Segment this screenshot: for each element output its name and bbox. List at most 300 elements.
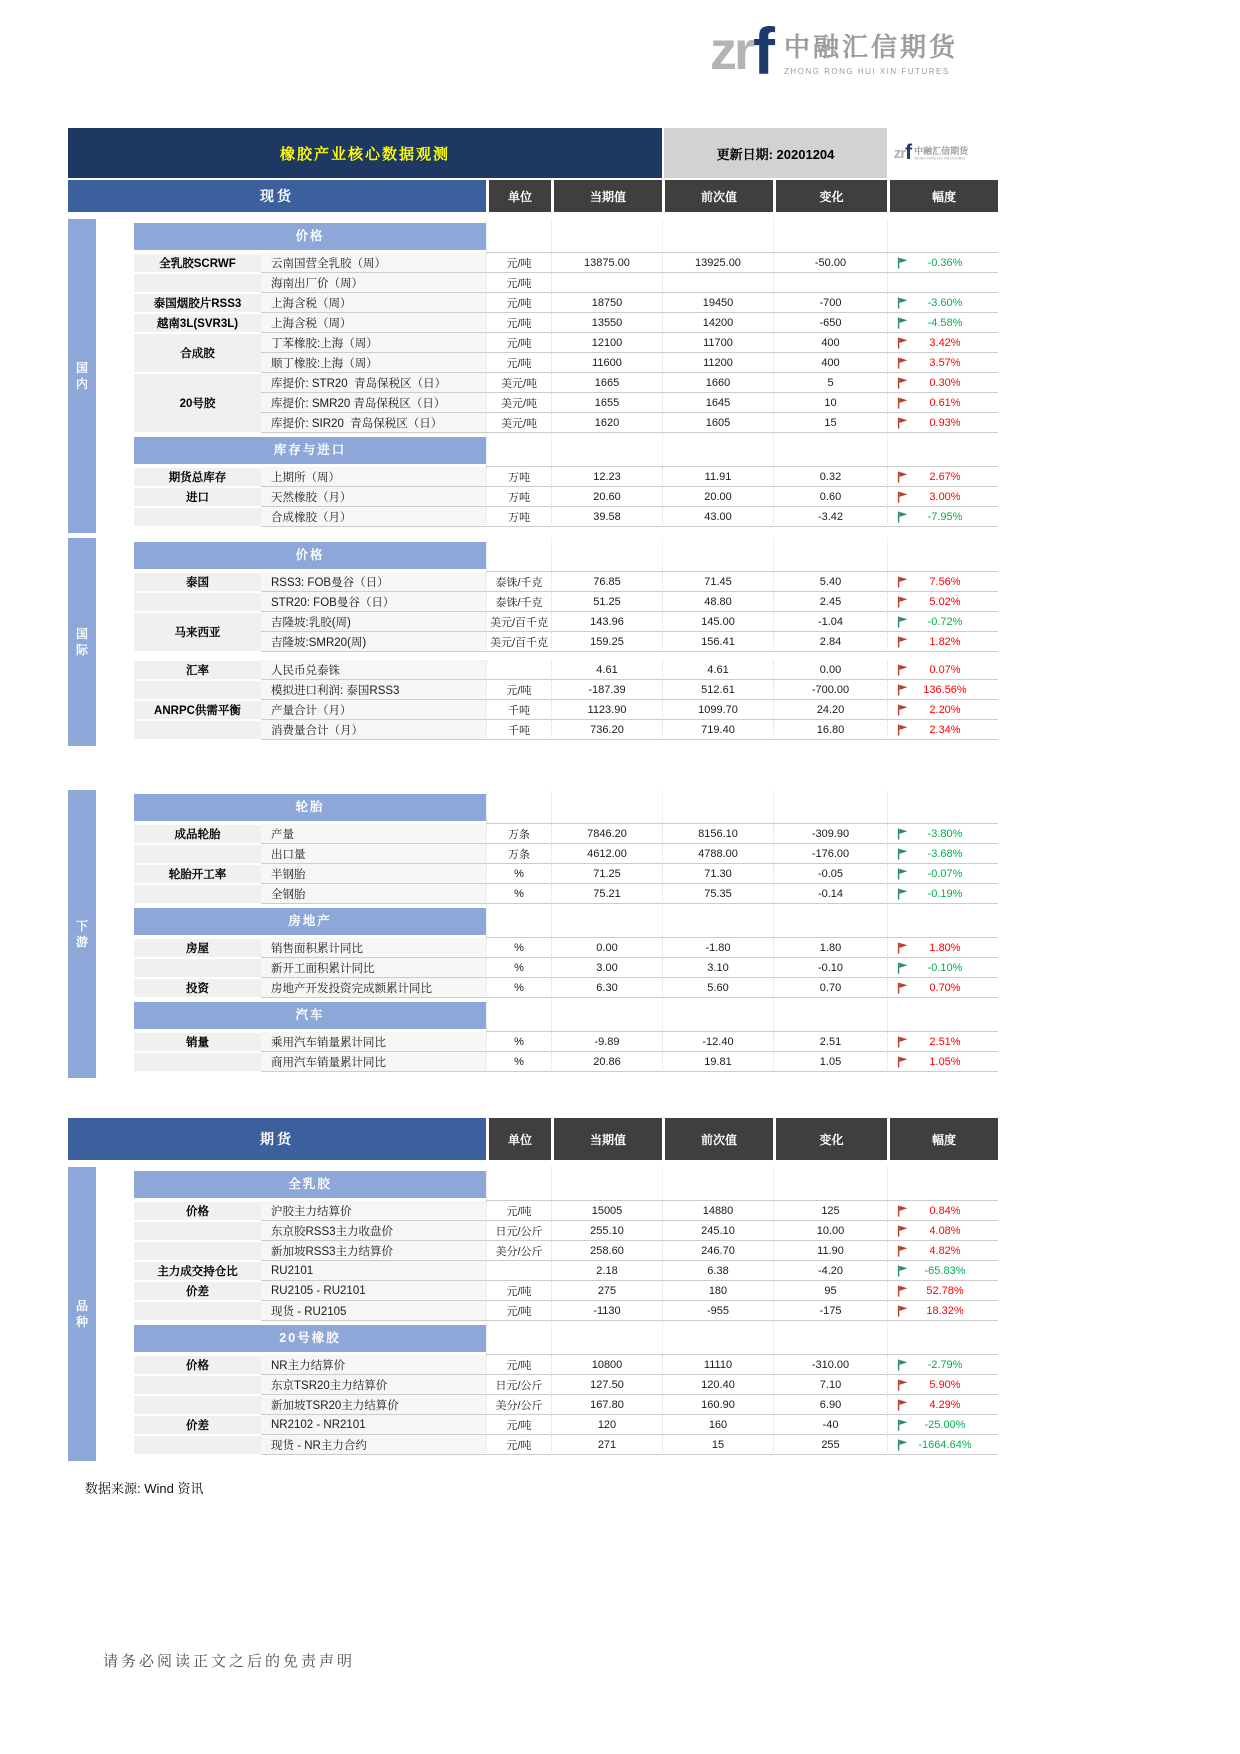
subheader-row bbox=[134, 1321, 998, 1355]
column-header-range: 幅度 bbox=[887, 1118, 998, 1160]
previous-value: 19450 bbox=[662, 293, 773, 313]
subheader-spacer bbox=[486, 1321, 551, 1354]
change-value: 1.05 bbox=[773, 1052, 887, 1072]
row-group bbox=[134, 592, 998, 612]
column-header-previous: 前次值 bbox=[662, 180, 773, 212]
column-header-change: 变化 bbox=[773, 1118, 887, 1160]
flag-icon bbox=[897, 868, 908, 880]
row-group-rows bbox=[261, 958, 998, 978]
unit-cell: 泰铢/千克 bbox=[486, 592, 551, 612]
unit-cell: 元/吨 bbox=[486, 1301, 551, 1321]
previous-value: 48.80 bbox=[662, 592, 773, 612]
range-cell bbox=[887, 1395, 998, 1415]
range-cell bbox=[887, 393, 998, 413]
table-row bbox=[261, 1395, 998, 1415]
change-value: -700 bbox=[773, 293, 887, 313]
previous-value: 14880 bbox=[662, 1201, 773, 1221]
flag-icon bbox=[897, 377, 908, 389]
subheader-bar: 20号橡胶 bbox=[134, 1325, 486, 1352]
row-label: 泰国 bbox=[134, 573, 261, 591]
previous-value: -12.40 bbox=[662, 1032, 773, 1052]
change-value: 95 bbox=[773, 1281, 887, 1301]
unit-cell: 美元/吨 bbox=[486, 373, 551, 393]
current-value: 275 bbox=[551, 1281, 662, 1301]
column-header-range: 幅度 bbox=[887, 180, 998, 212]
row-desc: 房地产开发投资完成额累计同比 bbox=[261, 978, 486, 998]
previous-value: 512.61 bbox=[662, 680, 773, 700]
current-value: 12.23 bbox=[551, 467, 662, 487]
current-value: 127.50 bbox=[551, 1375, 662, 1395]
current-value: 4612.00 bbox=[551, 844, 662, 864]
table-row bbox=[261, 612, 998, 632]
change-value: 10 bbox=[773, 393, 887, 413]
table-row bbox=[261, 487, 998, 507]
range-cell bbox=[887, 824, 998, 844]
flag-icon bbox=[897, 828, 908, 840]
row-group bbox=[134, 487, 998, 507]
range-value: 0.61% bbox=[929, 396, 961, 409]
current-value: 736.20 bbox=[551, 720, 662, 740]
range-cell bbox=[887, 253, 998, 273]
previous-value: -1.80 bbox=[662, 938, 773, 958]
row-group bbox=[134, 958, 998, 978]
subheader-spacer bbox=[887, 1167, 998, 1200]
report-update-date: 更新日期: 20201204 bbox=[662, 128, 887, 178]
subheader-spacer bbox=[551, 219, 662, 252]
range-value: -0.36% bbox=[927, 256, 963, 269]
previous-value: 19.81 bbox=[662, 1052, 773, 1072]
change-value: -4.20 bbox=[773, 1261, 887, 1281]
previous-value: 6.38 bbox=[662, 1261, 773, 1281]
column-header-row bbox=[68, 180, 998, 212]
row-label bbox=[134, 508, 261, 526]
table-downstream bbox=[68, 790, 998, 1083]
header-logo-mark bbox=[894, 141, 994, 165]
current-value: 255.10 bbox=[551, 1221, 662, 1241]
flag-icon bbox=[897, 1305, 908, 1317]
subheader-rest bbox=[486, 790, 998, 824]
table-futures bbox=[68, 1118, 998, 1466]
range-cell bbox=[887, 1281, 998, 1301]
range-value: -0.19% bbox=[927, 887, 963, 900]
table-row bbox=[261, 1261, 998, 1281]
row-desc: 东京TSR20主力结算价 bbox=[261, 1375, 486, 1395]
previous-value: 4788.00 bbox=[662, 844, 773, 864]
unit-cell: % bbox=[486, 884, 551, 904]
range-cell bbox=[887, 1415, 998, 1435]
change-value: 400 bbox=[773, 353, 887, 373]
subheader-bar: 价格 bbox=[134, 223, 486, 250]
logo-company-name-cn: 中融汇信期货 bbox=[914, 145, 969, 156]
range-value: -1664.64% bbox=[918, 1438, 972, 1451]
previous-value: 43.00 bbox=[662, 507, 773, 527]
flag-icon bbox=[897, 848, 908, 860]
current-value: 15005 bbox=[551, 1201, 662, 1221]
row-label bbox=[134, 845, 261, 863]
table-row bbox=[261, 1355, 998, 1375]
row-desc: 吉隆坡:乳胶(周) bbox=[261, 612, 486, 632]
subheader-spacer bbox=[662, 1167, 773, 1200]
flag-icon bbox=[897, 576, 908, 588]
row-label: ANRPC供需平衡 bbox=[134, 701, 261, 719]
previous-value: -955 bbox=[662, 1301, 773, 1321]
unit-cell: 元/吨 bbox=[486, 1281, 551, 1301]
range-cell bbox=[887, 273, 998, 293]
row-desc: NR2102 - NR2101 bbox=[261, 1415, 486, 1435]
unit-cell: 万吨 bbox=[486, 487, 551, 507]
range-cell bbox=[887, 884, 998, 904]
logo-f-letter: f bbox=[905, 141, 913, 164]
row-group-rows bbox=[261, 273, 998, 293]
row-desc: 沪胶主力结算价 bbox=[261, 1201, 486, 1221]
previous-value bbox=[662, 273, 773, 293]
change-value: 0.70 bbox=[773, 978, 887, 998]
current-value: 75.21 bbox=[551, 884, 662, 904]
table-row bbox=[261, 273, 998, 293]
range-cell bbox=[887, 958, 998, 978]
range-cell bbox=[887, 680, 998, 700]
range-cell bbox=[887, 333, 998, 353]
flag-icon bbox=[897, 1245, 908, 1257]
unit-cell: 美元/百千克 bbox=[486, 632, 551, 652]
unit-cell: 元/吨 bbox=[486, 273, 551, 293]
row-desc: 东京胶RSS3主力收盘价 bbox=[261, 1221, 486, 1241]
range-value: 3.57% bbox=[929, 356, 961, 369]
table-row bbox=[261, 824, 998, 844]
report-title-row bbox=[68, 128, 998, 178]
row-desc: 库提价: SIR20 青岛保税区（日） bbox=[261, 413, 486, 433]
current-value: 6.30 bbox=[551, 978, 662, 998]
table-spot bbox=[68, 128, 998, 751]
subheader-bar: 价格 bbox=[134, 542, 486, 569]
column-header-current: 当期值 bbox=[551, 180, 662, 212]
table-row bbox=[261, 313, 998, 333]
flag-icon bbox=[897, 1056, 908, 1068]
previous-value: 156.41 bbox=[662, 632, 773, 652]
row-group-rows bbox=[261, 1281, 998, 1301]
flag-icon bbox=[897, 1225, 908, 1237]
previous-value: 3.10 bbox=[662, 958, 773, 978]
section-variety bbox=[68, 1167, 998, 1461]
range-value: 0.93% bbox=[929, 416, 961, 429]
table-row bbox=[261, 1032, 998, 1052]
column-header-unit: 单位 bbox=[486, 180, 551, 212]
row-desc: 云南国营全乳胶（周） bbox=[261, 253, 486, 273]
row-group bbox=[134, 1201, 998, 1221]
logo-zr-letters: zr bbox=[893, 144, 906, 162]
table-row bbox=[261, 507, 998, 527]
section-body bbox=[134, 790, 998, 1078]
column-header-current: 当期值 bbox=[551, 1118, 662, 1160]
table-row bbox=[261, 884, 998, 904]
range-cell bbox=[887, 507, 998, 527]
row-label bbox=[134, 1222, 261, 1240]
change-value: 255 bbox=[773, 1435, 887, 1455]
unit-cell: 日元/公斤 bbox=[486, 1375, 551, 1395]
change-value: -175 bbox=[773, 1301, 887, 1321]
range-value: 3.00% bbox=[929, 490, 961, 503]
subheader-rest bbox=[486, 1167, 998, 1201]
row-group bbox=[134, 253, 998, 273]
table-row bbox=[261, 413, 998, 433]
row-desc: 吉隆坡:SMR20(周) bbox=[261, 632, 486, 652]
row-group-rows bbox=[261, 700, 998, 720]
disclaimer-note: 请务必阅读正文之后的免责声明 bbox=[103, 1653, 356, 1670]
current-value: 271 bbox=[551, 1435, 662, 1455]
logo-wordmark bbox=[784, 27, 958, 76]
table-row bbox=[261, 1052, 998, 1072]
row-group-rows bbox=[261, 864, 998, 884]
sidebar-label: 下游 bbox=[75, 919, 88, 949]
subheader-spacer bbox=[773, 1167, 887, 1200]
change-value: 5.40 bbox=[773, 572, 887, 592]
change-value: 16.80 bbox=[773, 720, 887, 740]
table-row bbox=[261, 253, 998, 273]
table-row bbox=[261, 293, 998, 313]
row-label: 越南3L(SVR3L) bbox=[134, 314, 261, 332]
table-row bbox=[261, 632, 998, 652]
change-value: -650 bbox=[773, 313, 887, 333]
row-label bbox=[134, 274, 261, 292]
previous-value: 246.70 bbox=[662, 1241, 773, 1261]
table-row bbox=[261, 720, 998, 740]
row-desc: 库提价: STR20 青岛保税区（日） bbox=[261, 373, 486, 393]
current-value: 1665 bbox=[551, 373, 662, 393]
row-group bbox=[134, 700, 998, 720]
row-group-rows bbox=[261, 1201, 998, 1221]
row-label bbox=[134, 593, 261, 611]
row-group bbox=[134, 844, 998, 864]
subheader-rest bbox=[486, 433, 998, 467]
subheader-spacer bbox=[486, 219, 551, 252]
sidebar-gap bbox=[96, 790, 134, 1078]
table-row bbox=[261, 1221, 998, 1241]
current-value: 39.58 bbox=[551, 507, 662, 527]
unit-cell: 万条 bbox=[486, 844, 551, 864]
change-value: 6.90 bbox=[773, 1395, 887, 1415]
current-value: 18750 bbox=[551, 293, 662, 313]
subheader-spacer bbox=[551, 904, 662, 937]
current-value: -1130 bbox=[551, 1301, 662, 1321]
row-label: 期货总库存 bbox=[134, 468, 261, 486]
range-cell bbox=[887, 1201, 998, 1221]
sidebar-label: 国内 bbox=[75, 361, 88, 391]
row-group bbox=[134, 313, 998, 333]
row-label bbox=[134, 1436, 261, 1454]
change-value: 125 bbox=[773, 1201, 887, 1221]
row-group bbox=[134, 1395, 998, 1415]
section-body bbox=[134, 219, 998, 533]
unit-cell: 美元/吨 bbox=[486, 413, 551, 433]
row-group-rows bbox=[261, 373, 998, 433]
subheader-spacer bbox=[551, 998, 662, 1031]
range-value: 1.80% bbox=[929, 941, 961, 954]
column-header-previous: 前次值 bbox=[662, 1118, 773, 1160]
table-row bbox=[261, 1435, 998, 1455]
row-desc: 新加坡RSS3主力结算价 bbox=[261, 1241, 486, 1261]
subheader-spacer bbox=[662, 433, 773, 466]
flag-icon bbox=[897, 724, 908, 736]
unit-cell: 千吨 bbox=[486, 700, 551, 720]
row-group-rows bbox=[261, 660, 998, 680]
logo-company-name-cn: 中融汇信期货 bbox=[784, 31, 959, 62]
current-value: 258.60 bbox=[551, 1241, 662, 1261]
subheader-spacer bbox=[551, 1321, 662, 1354]
row-label: 投资 bbox=[134, 979, 261, 997]
row-desc: 库提价: SMR20 青岛保税区（日） bbox=[261, 393, 486, 413]
unit-cell bbox=[486, 660, 551, 680]
flag-icon bbox=[897, 357, 908, 369]
unit-cell: 元/吨 bbox=[486, 680, 551, 700]
current-value: 1655 bbox=[551, 393, 662, 413]
row-desc: 上海含税（周） bbox=[261, 313, 486, 333]
subheader-bar: 轮胎 bbox=[134, 794, 486, 821]
current-value: 3.00 bbox=[551, 958, 662, 978]
row-group bbox=[134, 884, 998, 904]
subheader-spacer bbox=[887, 538, 998, 571]
unit-cell: % bbox=[486, 864, 551, 884]
subheader-row bbox=[134, 219, 998, 253]
unit-cell: 日元/公斤 bbox=[486, 1221, 551, 1241]
row-group-rows bbox=[261, 592, 998, 612]
flag-icon bbox=[897, 1205, 908, 1217]
row-desc: 销售面积累计同比 bbox=[261, 938, 486, 958]
sidebar-variety bbox=[68, 1167, 96, 1461]
subheader-spacer bbox=[887, 904, 998, 937]
unit-cell bbox=[486, 1261, 551, 1281]
flag-icon bbox=[897, 397, 908, 409]
change-value: -700.00 bbox=[773, 680, 887, 700]
table-row bbox=[261, 333, 998, 353]
row-group-rows bbox=[261, 1435, 998, 1455]
subheader-spacer bbox=[773, 998, 887, 1031]
row-desc: 商用汽车销量累计同比 bbox=[261, 1052, 486, 1072]
current-value: 1620 bbox=[551, 413, 662, 433]
section-international bbox=[68, 538, 998, 746]
flag-icon bbox=[897, 511, 908, 523]
current-value: 2.18 bbox=[551, 1261, 662, 1281]
row-group bbox=[134, 333, 998, 373]
row-label bbox=[134, 1053, 261, 1071]
previous-value: 1099.70 bbox=[662, 700, 773, 720]
row-group bbox=[134, 938, 998, 958]
change-value: -50.00 bbox=[773, 253, 887, 273]
range-value: 4.82% bbox=[929, 1244, 961, 1257]
section-domestic bbox=[68, 219, 998, 533]
sidebar-label: 国际 bbox=[75, 627, 88, 657]
range-value: -3.60% bbox=[927, 296, 963, 309]
change-value: -3.42 bbox=[773, 507, 887, 527]
flag-icon bbox=[897, 337, 908, 349]
subheader-spacer bbox=[486, 538, 551, 571]
previous-value: 75.35 bbox=[662, 884, 773, 904]
subheader-spacer bbox=[887, 433, 998, 466]
subheader-spacer bbox=[887, 219, 998, 252]
range-cell bbox=[887, 572, 998, 592]
previous-value: 5.60 bbox=[662, 978, 773, 998]
change-value: -0.14 bbox=[773, 884, 887, 904]
change-value: 5 bbox=[773, 373, 887, 393]
row-group-rows bbox=[261, 1301, 998, 1321]
current-value: 11600 bbox=[551, 353, 662, 373]
row-group-rows bbox=[261, 1221, 998, 1241]
current-value: 4.61 bbox=[551, 660, 662, 680]
change-value bbox=[773, 273, 887, 293]
current-value: 12100 bbox=[551, 333, 662, 353]
row-desc: RU2105 - RU2101 bbox=[261, 1281, 486, 1301]
flag-icon bbox=[897, 297, 908, 309]
previous-value: 15 bbox=[662, 1435, 773, 1455]
flag-icon bbox=[897, 684, 908, 696]
report-header-logo bbox=[887, 128, 998, 178]
change-value: 15 bbox=[773, 413, 887, 433]
range-value: 0.30% bbox=[929, 376, 961, 389]
change-value: -0.10 bbox=[773, 958, 887, 978]
unit-cell: 美分/公斤 bbox=[486, 1241, 551, 1261]
row-group-rows bbox=[261, 1355, 998, 1375]
previous-value: 1660 bbox=[662, 373, 773, 393]
company-logo bbox=[710, 14, 959, 88]
flag-icon bbox=[897, 664, 908, 676]
range-value: 5.90% bbox=[929, 1378, 961, 1391]
change-value: 24.20 bbox=[773, 700, 887, 720]
row-group-rows bbox=[261, 507, 998, 527]
range-cell bbox=[887, 353, 998, 373]
previous-value: 14200 bbox=[662, 313, 773, 333]
subheader-spacer bbox=[486, 790, 551, 823]
subheader-rest bbox=[486, 538, 998, 572]
current-value: 10800 bbox=[551, 1355, 662, 1375]
row-group-rows bbox=[261, 253, 998, 273]
row-label bbox=[134, 959, 261, 977]
change-value: -1.04 bbox=[773, 612, 887, 632]
range-cell bbox=[887, 1435, 998, 1455]
column-header-change: 变化 bbox=[773, 180, 887, 212]
change-value: 400 bbox=[773, 333, 887, 353]
previous-value: 1645 bbox=[662, 393, 773, 413]
subheader-spacer bbox=[773, 1321, 887, 1354]
range-value: -65.83% bbox=[924, 1264, 966, 1277]
row-label: 销量 bbox=[134, 1033, 261, 1051]
subheader-spacer bbox=[887, 790, 998, 823]
sidebar-domestic bbox=[68, 219, 96, 533]
row-group-rows bbox=[261, 824, 998, 844]
flag-icon bbox=[897, 491, 908, 503]
subheader-row bbox=[134, 998, 998, 1032]
table-row bbox=[261, 864, 998, 884]
sidebar-gap bbox=[96, 219, 134, 533]
range-value: 4.08% bbox=[929, 1224, 961, 1237]
unit-cell: 万条 bbox=[486, 824, 551, 844]
row-desc: 合成橡胶（月） bbox=[261, 507, 486, 527]
current-value: 159.25 bbox=[551, 632, 662, 652]
flag-icon bbox=[897, 1439, 908, 1451]
row-group bbox=[134, 293, 998, 313]
flag-icon bbox=[897, 596, 908, 608]
range-value: -4.58% bbox=[927, 316, 963, 329]
range-value: 2.20% bbox=[929, 703, 961, 716]
row-group bbox=[134, 612, 998, 652]
subheader-spacer bbox=[662, 1321, 773, 1354]
subheader-spacer bbox=[773, 790, 887, 823]
current-value: 167.80 bbox=[551, 1395, 662, 1415]
current-value: 51.25 bbox=[551, 592, 662, 612]
row-group-rows bbox=[261, 612, 998, 652]
row-group-rows bbox=[261, 572, 998, 592]
row-group-rows bbox=[261, 487, 998, 507]
current-value: 7846.20 bbox=[551, 824, 662, 844]
subheader-spacer bbox=[551, 538, 662, 571]
